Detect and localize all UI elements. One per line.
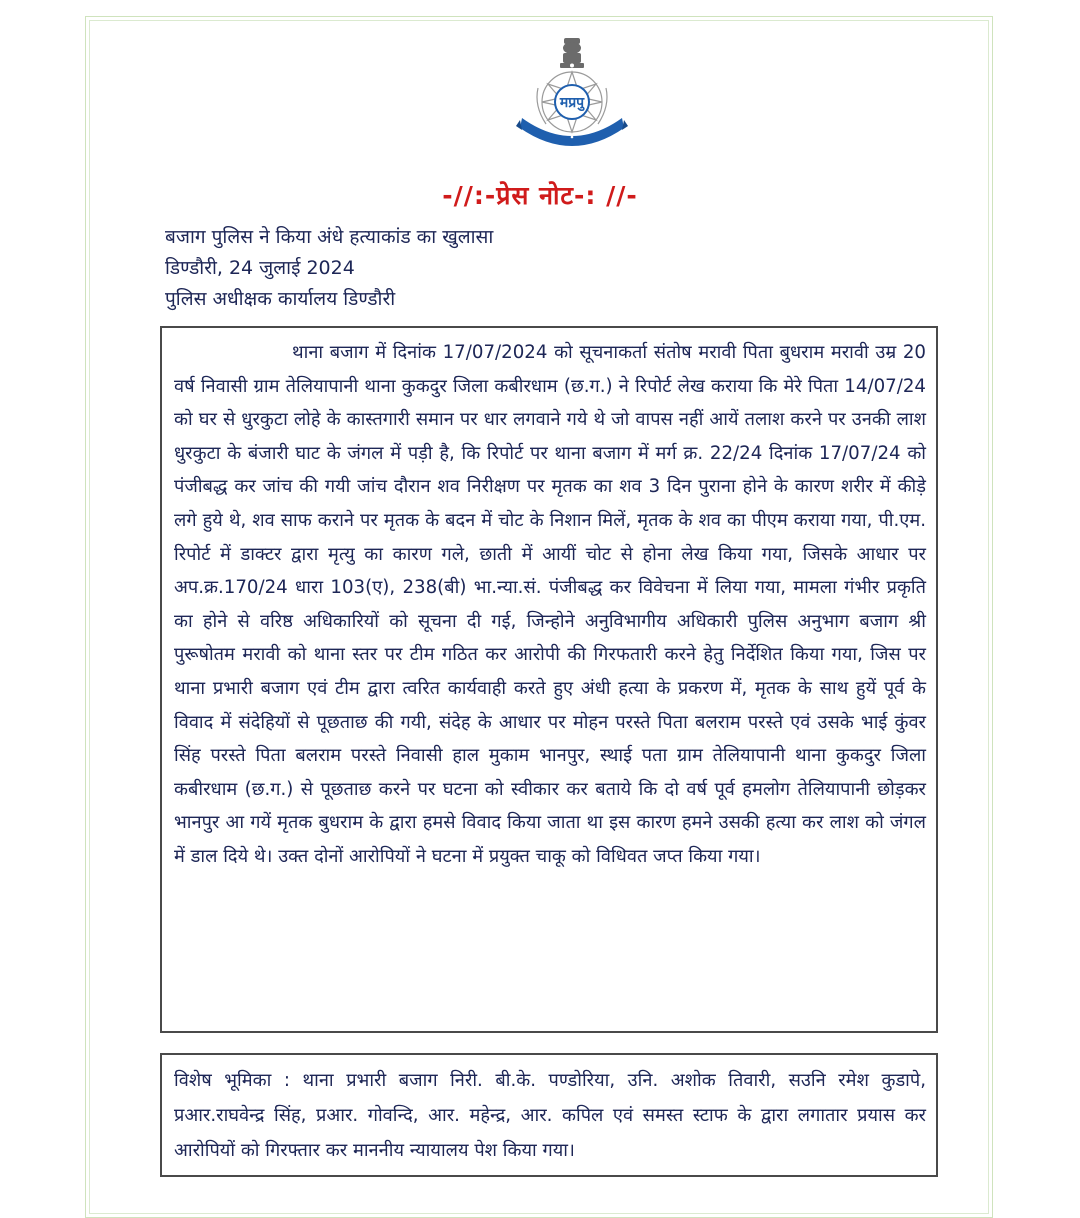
police-emblem-icon — [516, 36, 628, 148]
main-paragraph — [174, 336, 926, 874]
headline: बजाग पुलिस ने किया अंधे हत्याकांड का खुलासा — [165, 226, 494, 248]
issuing-office: पुलिस अधीक्षक कार्यालय डिण्डौरी — [165, 288, 396, 310]
main-paragraph-text: थाना बजाग में दिनांक 17/07/2024 को सूचनाकर्ता संतोष मरावी पिता बुधराम मरावी उम्र 20 वर्ष निवासी ग्राम तेलियापानी थाना कुकदुर जिला कबीरधाम (छ.ग.) ने रिपोर्ट लेख कराया कि मेरे पिता 14/07/24 को घर से धुरकुटा लोहे के कास्तगारी समान पर धार लगवाने गये थे जो वापस नहीं आयें तलाश करने पर उनकी लाश धुरकुटा के बंजारी घाट के जंगल में पड़ी है, कि रिपोर्ट पर थाना बजाग में मर्ग क्र. 22/24 दिनांक 17/07/24 को पंजीबद्ध कर जांच की गयी जांच दौरान शव निरीक्षण पर मृतक का शव 3 दिन पुराना होने के कारण शरीर में कीड़े लगे हुये थे, शव साफ कराने पर मृतक के बदन में चोट के निशान मिलें, मृतक के शव का पीएम कराया गया, पी.एम. रिपोर्ट में डाक्टर द्वारा मृत्यु का कारण गले, छाती में आयीं चोट से होना लेख किया गया, जिसके आधार पर अप.क्र.170/24 धारा 103(ए), 238(बी) भा.न्या.सं. पंजीबद्ध कर विवेचना में लिया गया, मामला गंभीर प्रकृति का होने से वरिष्ठ अधिकारियों को सूचना दी गई, जिन्होने अनुविभागीय अधिकारी पुलिस अनुभाग बजाग श्री पुरूषोतम मरावी को थाना स्तर पर टीम गठित कर आरोपी की गिरफतारी करने हेतु निर्देशित किया गया, जिस पर थाना प्रभारी बजाग एवं टीम द्वारा त्वरित कार्यवाही करते हुए अंधी हत्या के प्रकरण में, मृतक के साथ हुयें पूर्व के विवाद में संदेहियों से पूछताछ की गयी, संदेह के आधार पर मोहन परस्ते पिता बलराम परस्ते एवं उसके भाई कुंवर सिंह परस्ते पिता बलराम परस्ते निवासी हाल मुकाम भानपुर, स्थाई पता ग्राम तेलियापानी थाना कुकदुर जिला कबीरधाम (छ.ग.) से पूछताछ करने पर घटना को स्वीकार कर बताये कि दो वर्ष पूर्व हमलोग तेलियापानी छोड़कर भानपुर आ गयें मृतक बुधराम के द्वारा हमसे विवाद किया जाता था इस कारण हमने उसकी हत्या कर लाश को जंगल में डाल दिये थे। उक्त दोनों आरोपियों ने घटना में प्रयुक्त चाकू को विधिवत जप्त किया गया। — [174, 342, 926, 867]
special-role-paragraph: विशेष भूमिका : थाना प्रभारी बजाग निरी. बी.के. पण्डोरिया, उनि. अशोक तिवारी, सउनि रमेश कुडापे, प्रआर.राघवेन्द्र सिंह, प्रआर. गोवन्दि, आर. महेन्द्र, आर. कपिल एवं समस्त स्टाफ के द्वारा लगातार प्रयास कर आरोपियों को गिरफ्तार कर माननीय न्यायालय पेश किया गया। — [174, 1070, 926, 1161]
press-note-title: -//:-प्रेस नोट-: //- — [442, 181, 638, 210]
special-role-box — [160, 1053, 938, 1177]
dateline: डिण्डौरी, 24 जुलाई 2024 — [165, 257, 355, 279]
main-content-box — [160, 326, 938, 1033]
press-header — [165, 222, 493, 315]
svg-text:मप्रपु: मप्रपु — [559, 95, 585, 111]
